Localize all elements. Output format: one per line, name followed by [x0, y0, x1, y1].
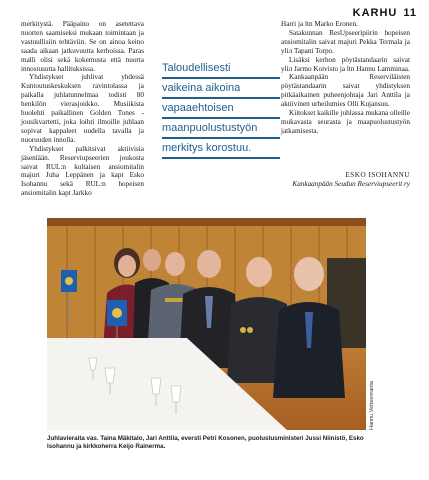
pull-quote: [162, 59, 280, 159]
photo-credit: Hannu Vetteenranta: [369, 381, 375, 430]
paragraph: Lisäksi kerhon pöytästandaarin saivat yliл Jarmo Koivisto ja ltn Hannu Lamminaa.: [281, 55, 410, 73]
event-photo: [47, 218, 366, 430]
paragraph: Harri ja ltn Marko Eronen.: [281, 20, 358, 28]
section-title: KARHU: [352, 7, 398, 19]
paragraph: Yhdistykset juhlivat yhdessä Kuntoutuskeskuksen ravintolassa ja paikalla juhlatunnelmaa todisti 80 henkilön vierasjoukko. Musiikista huolehti paikallinen Golden Tones -jousikvartetti, joka loihti ilmoille juhlaan sopivat kappaleet uudella tavalla ja nuoruuden innolla.: [21, 73, 144, 144]
photo-illustration: [47, 218, 366, 430]
pull-quote-line: maanpuolustustyön: [162, 119, 280, 139]
author-name: ESKO ISOHANNU: [345, 171, 410, 179]
page-header: [353, 7, 417, 19]
pull-quote-line: vaikeina aikoina: [162, 79, 280, 99]
author-organization: Kankaanpään Seudun Reserviupseerit ry: [292, 180, 410, 188]
paragraph: merkitystä. Pääpaino on asetettava nuorten saamiseksi mukaan toimintaan ja vastuullisiin tehtäviin. Se on ainoa keino saada aikaan jatkuvuutta kerhoissa. Paras malli olisi sekä kokemusta että nuorta innostusutta hallituksissa.: [21, 20, 144, 73]
page-number: 11: [403, 7, 417, 19]
pull-quote-line: vapaaehtoisen: [162, 99, 280, 119]
article-column-1: [21, 20, 144, 198]
pull-quote-line: Taloudellisesti: [162, 59, 280, 79]
paragraph: Satakunnan ResUpseeripiirin hopeisen ansiomitalin saivat majuri Pekka Termala ja yliл Tapani Torpo.: [281, 28, 410, 55]
pull-quote-line: merkitys korostuu.: [162, 139, 280, 159]
paragraph: Kankaanpään Reserviläisten pöytästandaarin saivat yhdistyksen pitkäaikainen puheenjohtaja Jari Anttila ja aktiivinen urheilumies Olli Kujansuu.: [281, 73, 410, 109]
photo-caption: Juhlavieraita vas. Taina Mäkitalo, Jari Anttila, eversti Petri Kosonen, puolustusministeri Jussi Niinistö, Esko Isohannu ja kirkkoherra Keijo Rainerma.: [47, 435, 364, 450]
article-column-3: [281, 20, 410, 136]
paragraph: Yhdistykset palkitsivat aktiivisia jäseniään. Reserviupseerien joukosta saivat RUL:n kultaisen ansiomitalin majuri Juha Leppänen ja kapt Esko Isohannu sekä RUL:n hopeisen ansiomitalin kapt Jarkko: [21, 144, 144, 198]
author-signature: [292, 171, 410, 189]
paragraph: Kiitokset kaikille juhlassa mukana olleille mukavasta seurasta ja maapuolustustyön jatkamisesta.: [281, 109, 410, 135]
